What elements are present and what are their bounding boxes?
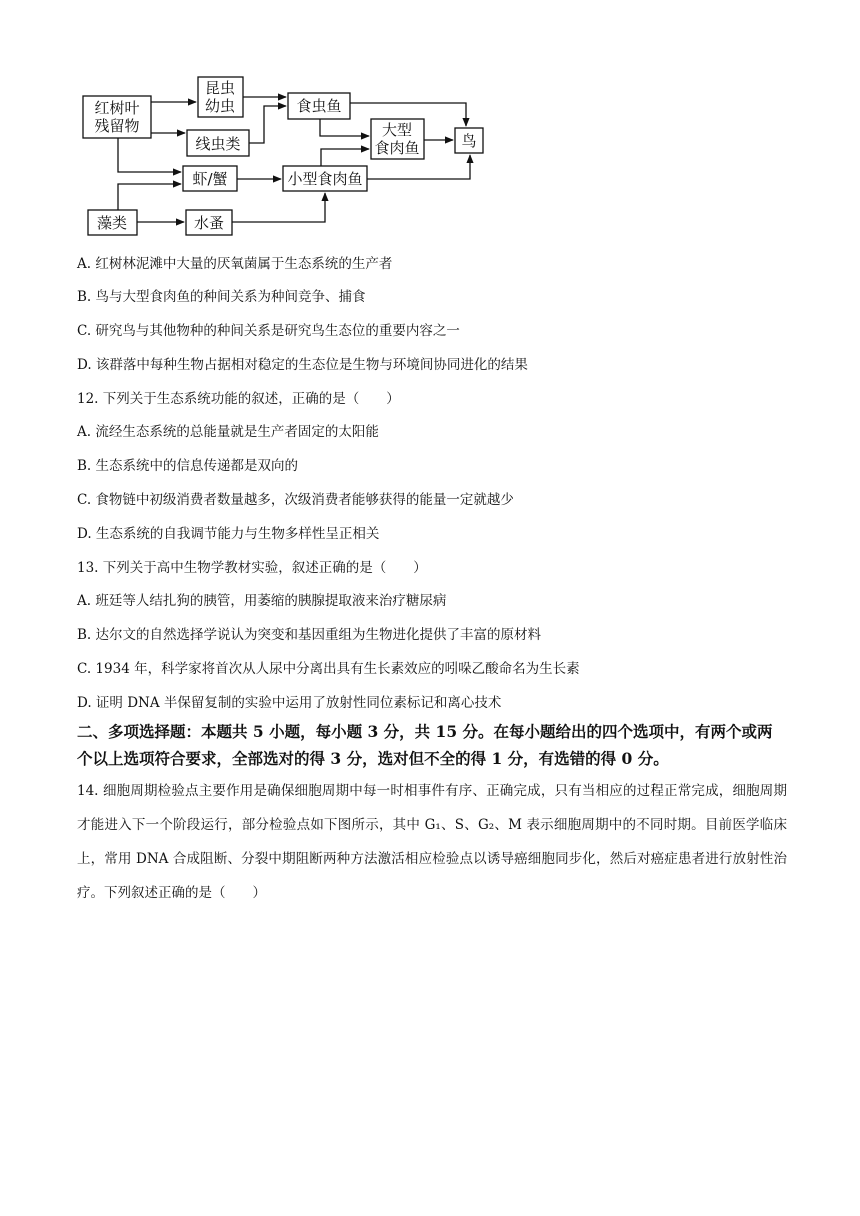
q12-option-d: D. 生态系统的自我调节能力与生物多样性呈正相关 — [77, 526, 380, 542]
q11-option-a: A. 红树林泥滩中大量的厌氧菌属于生态系统的生产者 — [77, 256, 393, 272]
q13-stem: 13. 下列关于高中生物学教材实验，叙述正确的是（ ） — [77, 560, 427, 576]
q12-stem: 12. 下列关于生态系统功能的叙述，正确的是（ ） — [77, 391, 400, 407]
node-label: 水蚤 — [193, 214, 225, 232]
node-label: 虾/蟹 — [192, 170, 228, 188]
node-label: 昆虫 — [204, 79, 236, 97]
q12-option-a: A. 流经生态系统的总能量就是生产者固定的太阳能 — [77, 424, 379, 440]
q11-option-b: B. 鸟与大型食肉鱼的种间关系为种间竞争、捕食 — [77, 289, 366, 305]
arrow-litter-to-shrimp — [118, 138, 181, 172]
q13-option-a: A. 班廷等人结扎狗的胰管，用萎缩的胰腺提取液来治疗糖尿病 — [77, 593, 447, 609]
section-heading: 二、多项选择题：本题共 5 小题，每小题 3 分，共 15 分。在每小题给出的四个选项中，有两个或两个以上选项符合要求，全部选对的得 3 分，选对但不全的得 1 分，有选错的得 0 分。 — [77, 722, 773, 768]
q13-option-c: C. 1934 年，科学家将首次从人尿中分离出具有生长素效应的吲哚乙酸命名为生长素 — [77, 661, 580, 677]
arrow-insectivorous-fish-to-large-fish — [320, 119, 369, 136]
arrow-algae-to-shrimp — [118, 184, 181, 210]
food-web-diagram — [0, 0, 860, 245]
node-label: 线虫类 — [195, 135, 241, 153]
arrow-water-flea-to-small-fish — [232, 193, 325, 222]
q11-option-d: D. 该群落中每种生物占据相对稳定的生态位是生物与环境间协同进化的结果 — [77, 357, 528, 373]
q11-option-c: C. 研究鸟与其他物种的种间关系是研究鸟生态位的重要内容之一 — [77, 323, 460, 339]
node-label: 藻类 — [96, 214, 128, 232]
node-label: 红树叶 — [94, 99, 140, 117]
node-label: 食肉鱼 — [374, 139, 420, 157]
node-label: 幼虫 — [204, 97, 236, 115]
node-label: 大型 — [381, 121, 413, 139]
arrow-small-fish-to-large-fish — [321, 149, 369, 166]
node-label: 鸟 — [461, 132, 477, 150]
q12-option-b: B. 生态系统中的信息传递都是双向的 — [77, 458, 299, 474]
q12-option-c: C. 食物链中初级消费者数量越多，次级消费者能够获得的能量一定就越少 — [77, 492, 514, 508]
q13-option-d: D. 证明 DNA 半保留复制的实验中运用了放射性同位素标记和离心技术 — [77, 695, 502, 711]
node-label: 残留物 — [94, 117, 140, 135]
node-label: 食虫鱼 — [296, 97, 342, 115]
node-label: 小型食肉鱼 — [287, 170, 363, 188]
q14-stem: 14. 细胞周期检验点主要作用是确保细胞周期中每一时相事件有序、正确完成，只有当相应的过程正常完成，细胞周期才能进入下一个阶段运行，部分检验点如下图所示，其中 G₁、S、G₂、M 表示细胞周期中的不同时期。目前医学临床上，常用 DNA 合成阻断、分裂中期阻断两种方法激活相应检验点以诱导癌细胞同步化，然后对癌症患者进行放射性治疗。下列叙述正确的是（ ） — [77, 783, 787, 901]
arrow-nematodes-to-insectivorous-fish — [249, 106, 286, 143]
q13-option-b: B. 达尔文的自然选择学说认为突变和基因重组为生物进化提供了丰富的原材料 — [77, 627, 542, 643]
